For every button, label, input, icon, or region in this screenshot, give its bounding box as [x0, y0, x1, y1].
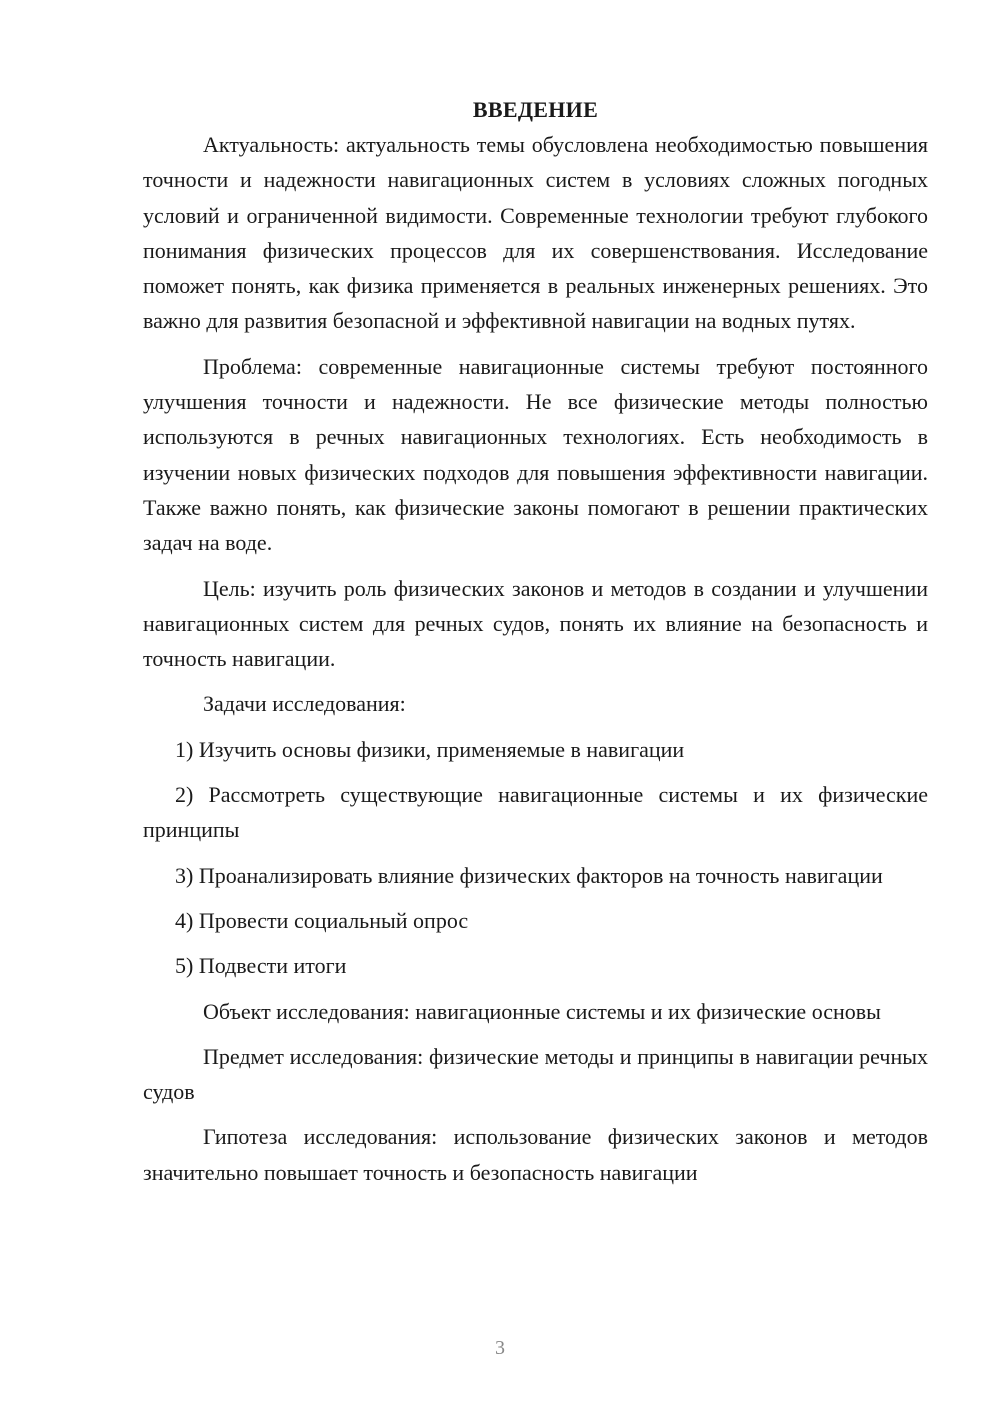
section-heading: ВВЕДЕНИЕ [472, 97, 599, 122]
document-page [143, 94, 928, 1200]
list-item: 4) Провести социальный опрос [175, 907, 469, 933]
paragraph-subject: Предмет исследования: физические методы и принципы в навигации речных судов [143, 1043, 928, 1105]
paragraph-tasks-title: Задачи исследования: [203, 691, 406, 717]
list-item: 2) Рассмотреть существующие навигационные системы и их физические принципы [143, 782, 928, 843]
paragraph-relevance: Актуальность: актуальность темы обусловлена необходимостью повышения точности и надежности навигационных систем в условиях сложных погодных условий и ограниченной видимости. Современные технологии требуют глубокого понимания физических процессов для их совершенствования. Исследование поможет понять, как физика применяется в реальных инженерных решениях. Это важно для развития безопасной и эффективной навигации на водных путях. [143, 132, 928, 334]
paragraph-object: Объект исследования: навигационные системы и их физические основы [203, 998, 881, 1024]
page-number: 3 [495, 1337, 505, 1359]
list-item: 5) Подвести итоги [175, 953, 347, 979]
list-item: 3) Проанализировать влияние физических факторов на точность навигации [175, 862, 883, 888]
paragraph-hypothesis: Гипотеза исследования: использование физических законов и методов значительно повышает точность и безопасность навигации [143, 1124, 928, 1185]
paragraph-goal: Цель: изучить роль физических законов и методов в создании и улучшении навигационных систем для речных судов, понять их влияние на безопасность и точность навигации. [143, 575, 928, 672]
list-item: 1) Изучить основы физики, применяемые в навигации [175, 736, 685, 762]
paragraph-problem: Проблема: современные навигационные системы требуют постоянного улучшения точности и надежности. Не все физические методы полностью используются в речных навигационных технологиях. Есть необходимость в изучении новых физических подходов для повышения эффективности навигации. Также важно понять, как физические законы помогают в решении практических задач на воде. [143, 353, 928, 556]
